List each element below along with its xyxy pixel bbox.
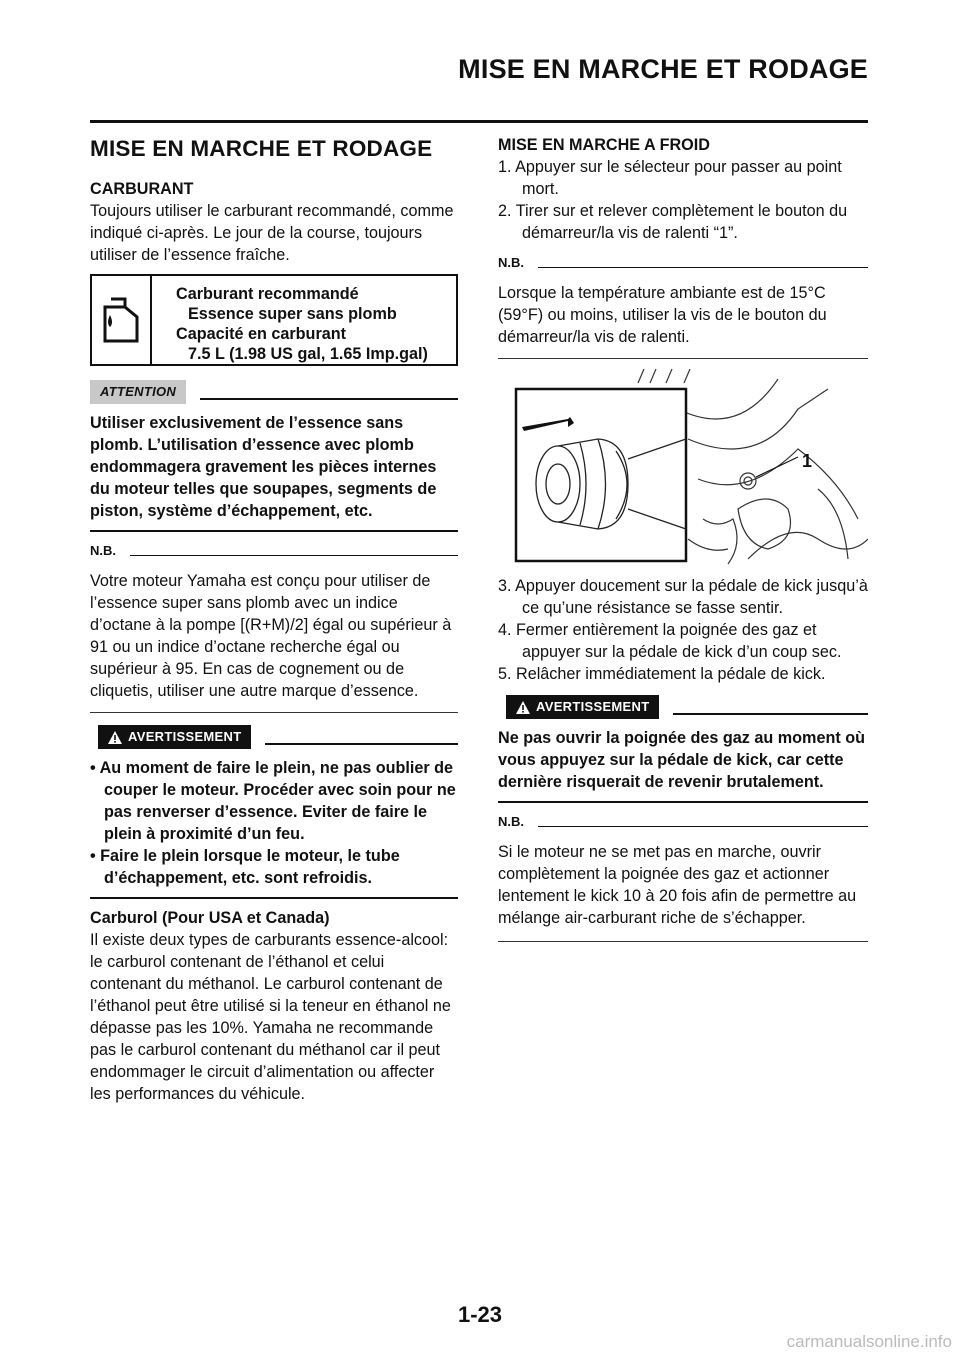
nb-text: Votre moteur Yamaha est conçu pour utiliser de l’essence super sans plomb avec un indice d’octane à la pompe [(R+M)/2] égal ou supérieur à 91 ou un indice d’octane recherche égal ou supérieur à 95. En cas de cognement ou de cliquetis, utiliser une autre marque d’essence.: [90, 572, 452, 700]
section-heading: MISE EN MARCHE ET RODAGE: [90, 136, 433, 161]
step-item: 4. Fermer entièrement la poignée des gaz et appuyer sur la pédale de kick d’un coup sec.: [498, 621, 842, 661]
spec-value-capacity: 7.5 L (1.98 US gal, 1.65 Imp.gal): [188, 345, 428, 363]
fuel-spec-box: [90, 274, 458, 366]
page-header-title: MISE EN MARCHE ET RODAGE: [458, 54, 868, 84]
warning-triangle-icon: [516, 701, 530, 714]
fuel-can-icon: [92, 276, 152, 364]
step-item: 3. Appuyer doucement sur la pédale de kick jusqu’à ce qu’une résistance se fasse sentir.: [498, 577, 868, 617]
nb-header: [90, 542, 458, 560]
nb-text: Lorsque la température ambiante est de 15°C (59°F) ou moins, utiliser la vis de le bouton du démarreur/la vis de ralenti.: [498, 284, 827, 346]
warning-text: Ne pas ouvrir la poignée des gaz au moment où vous appuyez sur la pédale de kick, car cette dernière risquerait de revenir brutalement.: [498, 729, 865, 791]
spec-label-capacity: Capacité en carburant: [176, 325, 347, 343]
nb-label: N.B.: [498, 255, 524, 270]
nb-text: Si le moteur ne se met pas en marche, ouvrir complètement la poignée des gaz et actionner lentement le kick 10 à 20 fois afin de permettre au mélange air-carburant riche de s’échapper.: [498, 843, 857, 927]
warning-badge: [98, 725, 251, 749]
watermark: carmanualsonline.info: [786, 1332, 952, 1351]
warning-header: [90, 725, 458, 749]
carburol-text: Il existe deux types de carburants essence-alcool: le carburol contenant de l’éthanol et celui contenant du méthanol. Le carburol contenant de l’éthanol peut être utilisé si la teneur en éthanol ne dépasse pas les 10%. Yamaha ne recommande pas le carburol contenant du méthanol car il peut endommager le circuit d’alimentation ou affecter les performances du véhicule.: [90, 931, 451, 1103]
warning-header: [498, 695, 868, 719]
warning-triangle-icon: [108, 731, 122, 744]
step-item: 2. Tirer sur et relever complètement le bouton du démarreur/la vis de ralenti “1”.: [498, 202, 848, 242]
attention-text: Utiliser exclusivement de l’essence sans plomb. L’utilisation d’essence avec plomb endommagera gravement les pièces internes du moteur telles que soupapes, segments de piston, système d’échappement, etc.: [90, 414, 437, 520]
figure-callout-label: 1: [802, 451, 813, 471]
warning-label: AVERTISSEMENT: [128, 729, 242, 744]
warning-badge: [506, 695, 659, 719]
warning-label: AVERTISSEMENT: [536, 699, 650, 714]
header-rule: [90, 120, 868, 123]
nb-header: [498, 813, 868, 831]
warning-item: • Faire le plein lorsque le moteur, le tube d’échappement, etc. sont refroidis.: [90, 847, 400, 887]
carburant-title: CARBURANT: [90, 180, 194, 198]
nb-label: N.B.: [498, 814, 524, 829]
nb-header: [498, 254, 868, 272]
left-column: [90, 130, 458, 1105]
carburant-text: Toujours utiliser le carburant recommandé, comme indiqué ci-après. Le jour de la course, toujours utiliser de l’essence fraîche.: [90, 202, 454, 264]
attention-badge: ATTENTION: [90, 380, 186, 404]
spec-value-fuel: Essence super sans plomb: [188, 305, 397, 323]
attention-header: [90, 380, 458, 404]
choke-knob-figure: [498, 369, 868, 567]
page-number: 1-23: [457, 1302, 503, 1327]
step-item: 5. Relâcher immédiatement la pédale de kick.: [498, 665, 826, 683]
step-item: 1. Appuyer sur le sélecteur pour passer au point mort.: [498, 158, 842, 198]
nb-label: N.B.: [90, 543, 116, 558]
carburol-title: Carburol (Pour USA et Canada): [90, 909, 330, 927]
right-column: [498, 130, 868, 942]
spec-label-fuel: Carburant recommandé: [176, 285, 359, 303]
cold-start-title: MISE EN MARCHE A FROID: [498, 136, 710, 154]
warning-item: • Au moment de faire le plein, ne pas oublier de couper le moteur. Procéder avec soin pour ne pas renverser d’essence. Eviter de faire le plein à proximité d’un feu.: [90, 759, 456, 843]
